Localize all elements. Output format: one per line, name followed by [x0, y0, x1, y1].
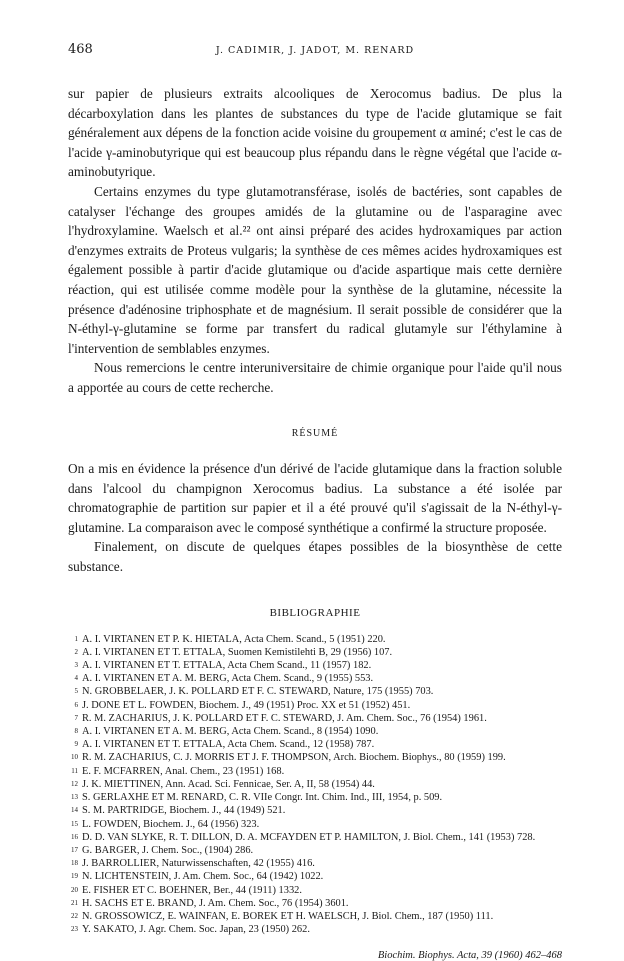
reference-number: 22: [71, 911, 78, 920]
reference-number: 2: [74, 647, 78, 656]
reference-text: G. BARGER, J. Chem. Soc., (1904) 286.: [82, 844, 254, 856]
running-head: J. CADIMIR, J. JADOT, M. RENARD: [215, 45, 415, 56]
reference-text: N. GROBBELAER, J. K. POLLARD ET F. C. STEWARD, Nature, 175 (1955) 703.: [82, 686, 434, 698]
reference-text: E. FISHER ET C. BOEHNER, Ber., 44 (1911) 1332.: [82, 884, 302, 896]
reference-item: [68, 646, 562, 659]
reference-text: A. I. VIRTANEN ET P. K. HIETALA, Acta Chem. Scand., 5 (1951) 220.: [82, 633, 386, 645]
reference-number: 18: [71, 859, 78, 868]
page-header: [68, 42, 562, 62]
reference-text: R. M. ZACHARIUS, C. J. MORRIS ET J. F. THOMPSON, Arch. Biochem. Biophys., 80 (1959) 199.: [82, 752, 506, 764]
reference-list: [68, 633, 562, 937]
reference-item: [68, 923, 562, 936]
reference-item: [68, 765, 562, 778]
body-paragraph: Nous remercions le centre interuniversitaire de chimie organique pour l'aide qu'il nous a apportée au cours de cette recherche.: [68, 360, 562, 395]
reference-item: [68, 672, 562, 685]
reference-item: [68, 778, 562, 791]
reference-text: J. BARROLLIER, Naturwissenschaften, 42 (1955) 416.: [82, 858, 315, 870]
body-paragraph: sur papier de plusieurs extraits alcooliques de Xerocomus badius. De plus la décarboxylation dans les plantes de substances du type de l'acide glutamique se fait généralement aux dépens de la fonction acide voisine du groupement α aminé; c'est le cas de l'acide γ-aminobutyrique qui est beaucoup plus répandu dans le règne végétal que l'acide α-aminobutyrique.: [68, 86, 562, 180]
reference-text: R. M. ZACHARIUS, J. K. POLLARD ET F. C. STEWARD, J. Am. Chem. Soc., 76 (1954) 1961.: [82, 712, 487, 724]
reference-number: 23: [71, 925, 78, 934]
page-number: 468: [68, 42, 93, 57]
reference-text: L. FOWDEN, Biochem. J., 64 (1956) 323.: [82, 818, 260, 830]
reference-number: 6: [74, 700, 78, 709]
reference-text: A. I. VIRTANEN ET A. M. BERG, Acta Chem. Scand., 9 (1955) 553.: [82, 673, 374, 685]
reference-item: [68, 685, 562, 698]
reference-text: D. D. VAN SLYKE, R. T. DILLON, D. A. MCFAYDEN ET P. HAMILTON, J. Biol. Chem., 141 (1953) 728.: [82, 831, 536, 843]
reference-item: [68, 725, 562, 738]
reference-number: 19: [71, 872, 78, 881]
reference-number: 20: [71, 885, 78, 894]
reference-number: 14: [71, 806, 78, 815]
reference-text: A. I. VIRTANEN ET T. ETTALA, Acta Chem Scand., 11 (1957) 182.: [82, 660, 372, 672]
journal-citation: Biochim. Biophys. Acta, 39 (1960) 462–468: [377, 950, 562, 961]
reference-number: 1: [74, 634, 78, 643]
reference-text: S. M. PARTRIDGE, Biochem. J., 44 (1949) 521.: [82, 805, 286, 817]
reference-number: 4: [74, 674, 78, 683]
reference-number: 3: [74, 661, 78, 670]
resume-title: RÉSUMÉ: [291, 427, 339, 439]
reference-text: A. I. VIRTANEN ET T. ETTALA, Suomen Kemistilehti B, 29 (1956) 107.: [82, 646, 393, 658]
reference-item: [68, 897, 562, 910]
reference-number: 8: [74, 727, 78, 736]
resume-paragraph: On a mis en évidence la présence d'un dérivé de l'acide glutamique dans la fraction soluble dans l'alcool du champignon Xerocomus badius. La substance a été isolée par chromatographie de partition sur papier et il a été prouvé qu'il s'agissait de la N-éthyl-γ-glutamine. La comparaison avec le composé synthétique a confirmé la structure proposée.: [68, 461, 562, 535]
reference-text: Y. SAKATO, J. Agr. Chem. Soc. Japan, 23 (1950) 262.: [82, 924, 310, 936]
reference-item: [68, 870, 562, 883]
reference-number: 11: [71, 766, 78, 775]
bibliography-title: BIBLIOGRAPHIE: [269, 606, 361, 619]
resume-paragraph: Finalement, on discute de quelques étapes possibles de la biosynthèse de cette substance.: [68, 539, 562, 575]
reference-item: [68, 791, 562, 804]
reference-number: 12: [71, 779, 78, 788]
reference-item: [68, 751, 562, 764]
reference-number: 5: [74, 687, 78, 696]
reference-item: [68, 831, 562, 844]
reference-number: 10: [71, 753, 78, 762]
reference-number: 17: [71, 845, 78, 854]
reference-item: [68, 818, 562, 831]
body-paragraph: Certains enzymes du type glutamotransférase, isolés de bactéries, sont capables de catalyser l'échange des groupes amidés de la glutamine ou de l'asparagine avec l'hydroxylamine. Waelsch et al.²² ont ainsi préparé des acides hydroxamiques par action d'enzymes extraits de Proteus vulgaris; la synthèse de ces mêmes acides hydroxamiques est également possible à partir d'acide glutamique ou d'acide aspartique mais cette dernière réaction, qui est utilisée comme modèle pour la synthèse de la glutamine, nécessite la présence d'adénosine triphosphate et de magnésium. Il serait possible de considérer que la N-éthyl-γ-glutamine se forme par transfert du radical glutamyle sur l'éthylamine à l'intervention de semblables enzymes.: [68, 183, 562, 356]
body-text: [68, 84, 562, 577]
reference-item: [68, 699, 562, 712]
reference-text: J. DONE ET L. FOWDEN, Biochem. J., 49 (1951) Proc. XX et 51 (1952) 451.: [82, 699, 411, 711]
reference-text: E. F. MCFARREN, Anal. Chem., 23 (1951) 168.: [82, 765, 285, 777]
reference-item: [68, 804, 562, 817]
reference-number: 7: [74, 713, 78, 722]
reference-number: 21: [71, 898, 78, 907]
reference-text: H. SACHS ET E. BRAND, J. Am. Chem. Soc., 76 (1954) 3601.: [82, 897, 349, 909]
reference-text: A. I. VIRTANEN ET T. ETTALA, Acta Chem. Scand., 12 (1958) 787.: [82, 739, 375, 751]
reference-number: 16: [71, 832, 78, 841]
reference-item: [68, 738, 562, 751]
reference-number: 13: [71, 793, 78, 802]
reference-text: J. K. MIETTINEN, Ann. Acad. Sci. Fennicae, Ser. A, II, 58 (1954) 44.: [82, 778, 375, 790]
reference-item: [68, 884, 562, 897]
reference-number: 9: [74, 740, 78, 749]
reference-item: [68, 844, 562, 857]
reference-text: S. GERLAXHE ET M. RENARD, C. R. VIIe Congr. Int. Chim. Ind., III, 1954, p. 509.: [82, 792, 443, 804]
reference-item: [68, 659, 562, 672]
reference-text: A. I. VIRTANEN ET A. M. BERG, Acta Chem. Scand., 8 (1954) 1090.: [82, 726, 379, 738]
reference-text: N. GROSSOWICZ, E. WAINFAN, E. BOREK ET H. WAELSCH, J. Biol. Chem., 187 (1950) 111.: [82, 910, 494, 922]
reference-number: 15: [71, 819, 78, 828]
reference-item: [68, 857, 562, 870]
journal-page: [68, 42, 562, 961]
reference-item: [68, 633, 562, 646]
reference-text: N. LICHTENSTEIN, J. Am. Chem. Soc., 64 (1942) 1022.: [82, 871, 324, 883]
reference-item: [68, 712, 562, 725]
